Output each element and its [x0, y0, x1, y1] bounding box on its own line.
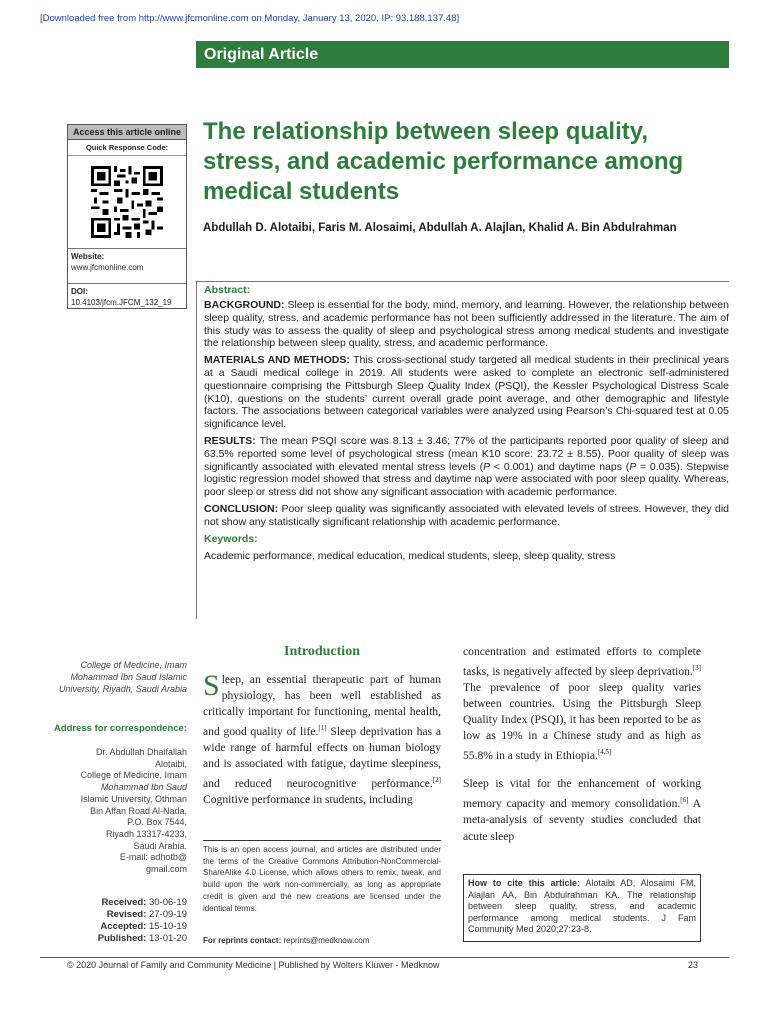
intro-paragraph-2 [463, 644, 701, 764]
reprints-email[interactable]: reprints@medknow.com [281, 936, 370, 945]
citation-ref[interactable]: [3] [692, 664, 701, 673]
address-line: gmail.com [145, 864, 187, 875]
conclusion-label: CONCLUSION: [204, 502, 279, 515]
article-title: The relationship between sleep quality, stress, and academic performance among medical students [203, 118, 684, 205]
conclusion-text: Poor sleep quality was significantly associated with elevated levels of strees. However, they did not show any statistically significant relationship with academic performance. [204, 502, 729, 528]
abstract-results [204, 435, 729, 499]
how-to-cite-box [463, 874, 701, 942]
results-text-1: The mean PSQI score was 8.13 ± 3.46; 77% of the participants reported poor quality of sleep and 63.5% reported some level of psychological stress (mean K10 score: 23.72 ± 8.55). Poor quality of sleep was significantly associated with elevated mental stress levels ( [204, 434, 730, 473]
address-line: Saudi Arabia. [133, 840, 187, 851]
article-authors: Abdullah D. Alotaibi, Faris M. Alosaimi, Abdullah A. Alajlan, Khalid A. Bin Abdulrahman [203, 222, 677, 234]
website-block [68, 249, 186, 284]
download-notice: [Downloaded free from http://www.jfcmonline.com on Monday, January 13, 2020, IP: 93.188.137.48] [40, 13, 460, 24]
qr-code-area [68, 156, 186, 249]
qr-code-label: Quick Response Code: [68, 140, 186, 156]
intro-text: leep, an essential therapeutic part of human physiology, has been well established as critically important for functioning, mental health, and good quality of life. [203, 673, 441, 739]
abstract-conclusion [204, 503, 729, 529]
section-label: Original Article [196, 41, 729, 68]
citation-ref[interactable]: [6] [680, 796, 689, 805]
intro-text: Cognitive performance in students, including [203, 793, 413, 807]
date-value: 27-09-19 [148, 909, 187, 920]
date-received [40, 897, 187, 909]
intro-text: The prevalence of poor sleep quality varies between countries. Using the Pittsburgh Sleep Quality Index (PSQI), it has been reported to be as low as 19% in a Chinese study and as high as 55.8% in a study in Ethiopia. [463, 681, 701, 763]
citation-ref[interactable]: [1] [318, 724, 327, 733]
intro-column-left [203, 669, 441, 808]
abstract-heading: Abstract: [204, 284, 251, 296]
date-accepted [40, 921, 187, 933]
methods-label: MATERIALS AND METHODS: [204, 354, 350, 367]
date-value: 13-01-20 [148, 933, 187, 944]
footer-divider [40, 957, 729, 958]
doi-label: DOI: [71, 287, 88, 296]
date-revised [40, 909, 187, 921]
cite-label: How to cite this article: [468, 878, 580, 888]
address-line: Riyadh 13317-4233, [105, 828, 187, 839]
address-line: Dr. Abdullah Dhaifallah [95, 747, 187, 757]
date-label: Revised: [106, 909, 147, 920]
intro-text: A meta-analysis of seventy studies concluded that acute sleep [463, 797, 702, 843]
results-text-2: < 0.001) and daytime naps ( [490, 460, 630, 473]
date-label: Received: [101, 897, 147, 908]
correspondence-heading: Address for correspondence: [53, 723, 187, 734]
affiliation: College of Medicine, Imam Mohammad Ibn Saud Islamic University, Riyadh, Saudi Arabia [58, 660, 187, 694]
abstract-background [204, 299, 729, 350]
date-label: Accepted: [100, 921, 147, 932]
date-label: Published: [97, 933, 147, 944]
website-link[interactable]: www.jfcmonline.com [71, 263, 144, 272]
intro-text: concentration and estimated efforts to complete tasks, is negatively affected by sleep deprivation. [463, 645, 701, 678]
access-online-box [67, 124, 187, 309]
cite-text: Alotaibi AD, Alosaimi FM, Alajlan AA, Bin Abdulrahman KA. The relationship between sleep quality, stress, and academic performance among medical students. J Fam Community Med 2020;27:23-8. [468, 878, 696, 934]
background-label: BACKGROUND: [204, 299, 285, 311]
results-label: RESULTS: [204, 434, 256, 447]
reprints-contact [203, 936, 441, 945]
address-line: Alotaibi, [154, 758, 187, 769]
results-text-3: = 0.035). Stepwise logistic regression model showed that stress and daytime nap were associated with poor sleep quality. Whereas, poor sleep or stress did not show any significant association with academic performance. [204, 460, 729, 499]
intro-column-right [463, 644, 701, 845]
address-line: Mohammad Ibn Saud [100, 782, 187, 793]
results-p-1: P [483, 460, 491, 473]
intro-paragraph-1 [203, 669, 441, 808]
doi-block [68, 284, 186, 307]
abstract-methods [204, 354, 729, 431]
address-line: College of Medicine, Imam [80, 770, 187, 781]
keywords-list: Academic performance, medical education, medical students, sleep, sleep quality, stress [204, 549, 616, 562]
license-notice: This is an open access journal, and articles are distributed under the terms of the Creative Commons Attribution-NonCommercial-ShareAlike 4.0 License, which allows others to remix, tweak, and build upon the work non-commercially, as long as appropriate credit is given and the new creations are licensed under the identical terms. [203, 840, 441, 914]
results-p-2: P [629, 460, 637, 473]
date-value: 30-06-19 [148, 897, 187, 908]
footer-copyright: © 2020 Journal of Family and Community Medicine | Published by Wolters Kluwer - Medknow [67, 960, 440, 970]
background-text: Sleep is essential for the body, mind, memory, and learning. However, the relationship between sleep quality, stress, and academic performance has not been sufficiently addressed in the literature. The aim of this study was to assess the quality of sleep and psychological stress among medical students and investigate the relationship between sleep quality, stress, and academic performance. [204, 299, 729, 350]
publication-dates [40, 897, 187, 945]
access-box-title: Access this article online [68, 125, 186, 140]
doi-link[interactable]: 10.4103/jfcm.JFCM_132_19 [71, 298, 172, 307]
introduction-heading: Introduction [284, 644, 360, 659]
reprints-label: For reprints contact: [203, 936, 282, 945]
intro-text: Sleep is vital for the enhancement of working memory capacity and memory consolidation. [463, 777, 701, 811]
keywords-heading: Keywords: [204, 532, 258, 545]
correspondence-address [40, 747, 187, 876]
citation-ref[interactable]: [4,5] [597, 748, 612, 757]
address-line: Bin Affan Road Al-Nada, [90, 805, 187, 816]
page-number: 23 [688, 960, 699, 970]
methods-text: This cross-sectional study targeted all medical students in their preclinical years at a Saudi medical college in 2019. All students were asked to complete an electronic self-administered questionnaire comprising the Pittsburgh Sleep Quality Index (PSQI), the Kessler Psychological Distress Scale (K10), questions on the students’ current overall grade point average, and other demographic and lifestyle factors. The associations between categorical variables were analyzed using Pearson’s Chi-squared test at 0.05 significance level. [204, 354, 729, 431]
citation-ref[interactable]: [2] [432, 776, 441, 785]
dropcap: S [203, 669, 220, 702]
intro-paragraph-3 [463, 776, 701, 844]
date-published [40, 933, 187, 945]
qr-code-icon[interactable] [91, 166, 163, 238]
date-value: 15-10-19 [148, 921, 187, 932]
address-line: E-mail: adhotb@ [119, 852, 187, 863]
abstract-box [196, 281, 729, 619]
address-line: Islamic University, Othman [80, 793, 187, 804]
intro-text: Sleep deprivation has a wide range of harmful effects on human biology and is associated with fatigue, daytime sleepiness, and reduced neurocognitive performance. [203, 725, 441, 791]
address-line: P.O. Box 7544, [127, 817, 187, 828]
website-label: Website: [71, 252, 105, 261]
